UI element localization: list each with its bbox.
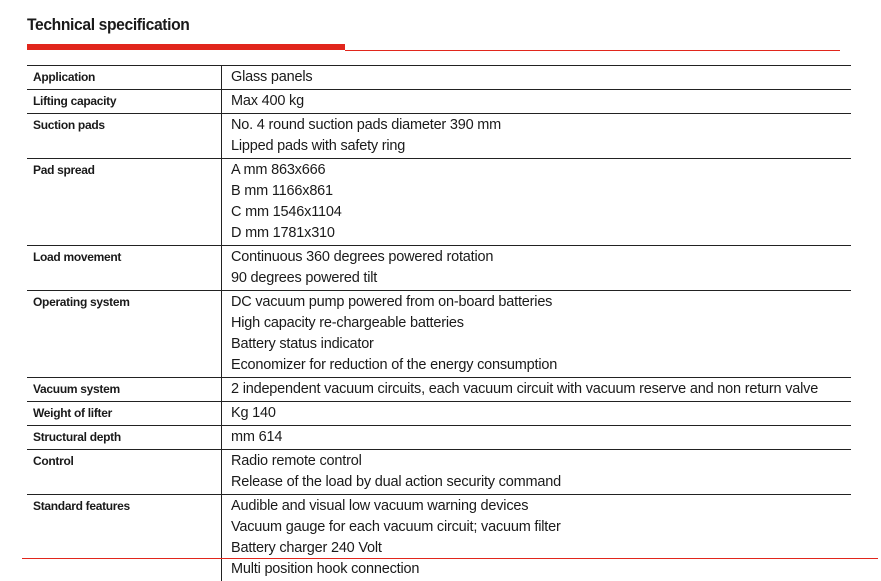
spec-label: Lifting capacity [33,94,117,108]
spec-label: Weight of lifter [33,406,112,420]
title-underline [345,50,840,51]
spec-value: Battery charger 240 Volt [231,540,382,556]
spec-value: DC vacuum pump powered from on-board batteries [231,294,553,310]
spec-row [27,158,851,245]
spec-row [27,425,851,449]
spec-value: C mm 1546x1104 [231,204,342,220]
spec-value: Lipped pads with safety ring [231,138,406,154]
page-title: Technical specification [27,15,190,34]
spec-row [27,113,851,158]
spec-value: Max 400 kg [231,93,304,109]
spec-values [221,402,851,425]
spec-values [221,378,851,401]
spec-label: Vacuum system [33,382,120,396]
spec-row [27,245,851,290]
title-accent-bar [27,44,345,50]
spec-row [27,65,851,89]
spec-value: Radio remote control [231,453,362,469]
spec-value: High capacity re-chargeable batteries [231,315,464,331]
spec-value: Economizer for reduction of the energy consumption [231,357,558,373]
spec-value: Audible and visual low vacuum warning devices [231,498,529,514]
spec-value: A mm 863x666 [231,162,326,178]
spec-value: Release of the load by dual action security command [231,474,561,490]
spec-values [221,495,851,581]
spec-values [221,291,851,377]
spec-value: Glass panels [231,69,313,85]
spec-label: Application [33,70,96,84]
spec-row [27,494,851,581]
spec-row [27,377,851,401]
spec-value: mm 614 [231,429,283,445]
spec-values [221,90,851,113]
spec-label: Control [33,454,74,468]
spec-value: Kg 140 [231,405,276,421]
bottom-rule [22,558,878,559]
spec-label: Pad spread [33,163,95,177]
spec-row [27,89,851,113]
spec-value: Vacuum gauge for each vacuum circuit; vacuum filter [231,519,561,535]
spec-values [221,66,851,89]
spec-values [221,450,851,494]
spec-values [221,114,851,158]
spec-values [221,159,851,245]
spec-label: Load movement [33,250,122,264]
spec-label: Operating system [33,295,130,309]
spec-value: No. 4 round suction pads diameter 390 mm [231,117,502,133]
spec-row [27,449,851,494]
spec-row [27,401,851,425]
spec-label: Suction pads [33,118,105,132]
spec-value: Multi position hook connection [231,561,420,577]
spec-value: Battery status indicator [231,336,374,352]
spec-value: 2 independent vacuum circuits, each vacuum circuit with vacuum reserve and non return valve [231,381,819,397]
spec-values [221,246,851,290]
spec-label: Standard features [33,499,130,513]
spec-value: B mm 1166x861 [231,183,333,199]
spec-row [27,290,851,377]
spec-value: D mm 1781x310 [231,225,335,241]
spec-table [27,65,851,581]
spec-label: Structural depth [33,430,121,444]
spec-value: Continuous 360 degrees powered rotation [231,249,494,265]
spec-values [221,426,851,449]
spec-value: 90 degrees powered tilt [231,270,378,286]
